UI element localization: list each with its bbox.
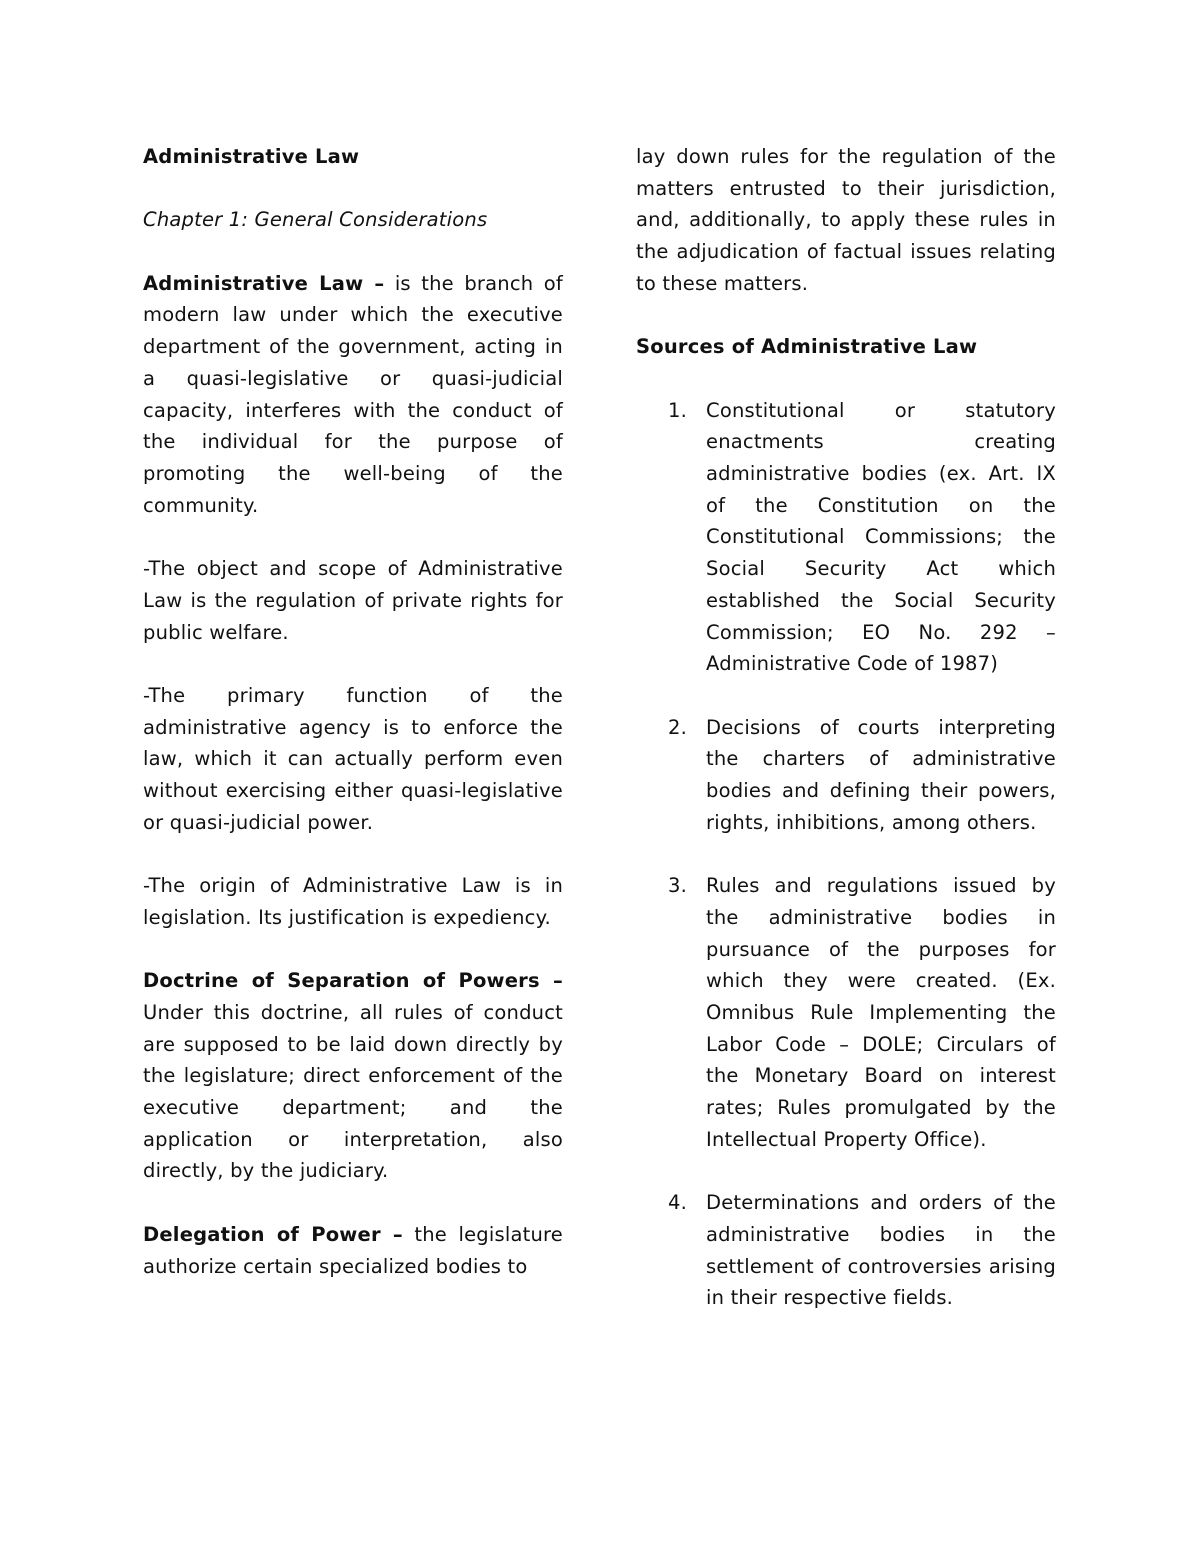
list-item [636,870,1056,1155]
right-column [636,141,1056,1314]
list-item [636,712,1056,839]
note-primary-function: -The primary function of the administrative agency is to enforce the law, which it can actually perform even without exercising either quasi-legislative or quasi-judicial power. [143,683,563,834]
sources-list [636,395,1056,1314]
delegation-text: the legislature authorize certain specialized bodies to [143,1222,563,1278]
doctrine-paragraph [143,965,563,1187]
delegation-continuation: lay down rules for the regulation of the matters entrusted to their jurisdiction, and, additionally, to apply these rules in the adjudication of factual issues relating to these matters. [636,145,1056,295]
note-origin: -The origin of Administrative Law is in legislation. Its justification is expediency. [143,874,563,929]
list-item-number: 3. [668,874,688,898]
list-item-text: Decisions of courts interpreting the charters of administrative bodies and defining their powers, rights, inhibitions, among others. [706,715,1056,834]
definition-paragraph [143,268,563,522]
left-column [143,141,563,1282]
list-item-number: 1. [668,398,688,422]
delegation-term: Delegation of Power – [143,1222,403,1246]
list-item-number: 4. [668,1191,688,1215]
list-item-text: Constitutional or statutory enactments creating administrative bodies (ex. Art. IX of the Constitution on the Constitutional Commissions; the Social Security Act which established the Social Security Commission; EO No. 292 – Administrative Code of 1987) [706,398,1056,676]
list-item-number: 2. [668,715,688,739]
document-title: Administrative Law [143,145,360,168]
list-item-text: Rules and regulations issued by the administrative bodies in pursuance of the purposes for which they were created. (Ex. Omnibus Rule Implementing the Labor Code – DOLE; Circulars of the Monetary Board on interest rates; Rules promulgated by the Intellectual Property Office). [706,874,1056,1151]
note-object-scope: -The object and scope of Administrative Law is the regulation of private rights for public welfare. [143,557,563,644]
sources-heading: Sources of Administrative Law [636,335,978,359]
doctrine-text: Under this doctrine, all rules of conduct are supposed to be laid down directly by the legislature; direct enforcement of the executive department; and the application or interpretation, also directly, by the judiciary. [143,1000,563,1183]
chapter-heading: Chapter 1: General Considerations [143,208,488,232]
definition-text: is the branch of modern law under which the executive department of the government, acting in a quasi-legislative or quasi-judicial capacity, interferes with the conduct of the individual for the purpose of promoting the well-being of the community. [143,271,563,517]
delegation-paragraph [143,1219,563,1282]
list-item [636,1187,1056,1314]
definition-term: Administrative Law – [143,271,385,295]
list-item-text: Determinations and orders of the administrative bodies in the settlement of controversies arising in their respective fields. [706,1191,1056,1310]
doctrine-term: Doctrine of Separation of Powers – [143,969,563,993]
list-item [636,395,1056,680]
